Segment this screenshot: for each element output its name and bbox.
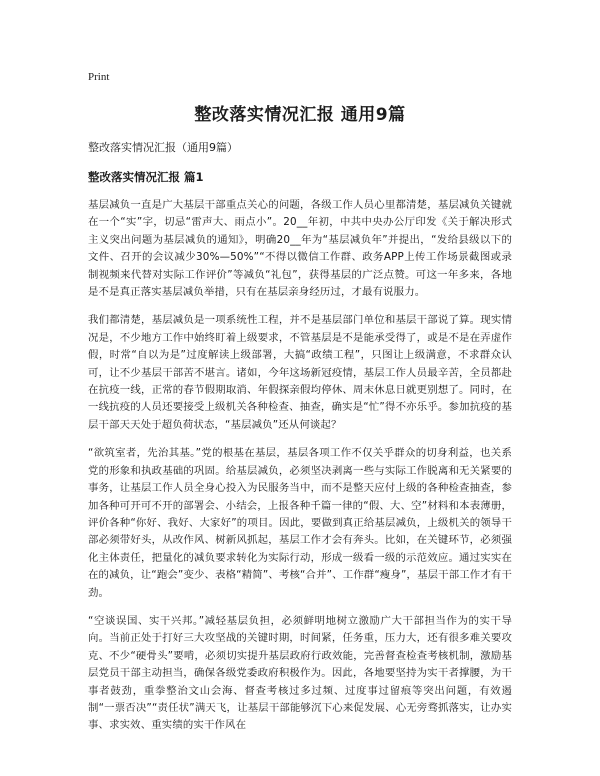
page-title: 整改落实情况汇报 通用9篇 xyxy=(194,105,406,125)
document-subtitle: 整改落实情况汇报（通用9篇） xyxy=(88,141,238,154)
print-label[interactable]: Print xyxy=(88,71,110,83)
body-paragraph: “空谈误国、实干兴邦。”减轻基层负担，必须鲜明地树立激励广大干部担当作为的实干导向。当前正处于打好三大攻坚战的关键时期，时间紧，任务重，压力大，还有很多难关要攻克、不少“硬骨头”要啃，必须切实提升基层政府行政效能，完善督查检查考核机制，激励基层党员干部主动担当，确保各级党委政府积极作为。因此，各地要坚持为实干者撑腰，为干事者鼓劲，重拳整治文山会海、督查考核过多过频、过度事过留痕等突出问题，有效遏制“一票否决”“责任状”满天飞，让基层干部能够沉下心来促发展、心无旁骛抓落实，让办实事、求实效、重实绩的实干作风在 xyxy=(88,614,512,732)
body-paragraph: “欲筑室者，先治其基。”党的根基在基层，基层各项工作不仅关乎群众的切身利益，也关系党的形象和执政基础的巩固。给基层减负，必须坚决剥离一些与实际工作脱离和无关紧要的事务，让基层工作人员全身心投入为民服务当中，而不是整天应付上级的各种检查抽查，参加各种可开可不开的部署会、小结会，上报各种千篇一律的“假、大、空”材料和本表薄册，评价各种“你好、我好、大家好”的项目。因此，要做到真正给基层减负，上级机关的领导干部必须带好头，从改作风、树新风抓起，基层工作才会有奔头。比如，在关键环节，必须强化主体责任，把量化的减负要求转化为实际行动，形成一级看一级的示范效应。通过实实在在的减负，让“跑会”变少、表格“精简”、考核“合并”、工作群“瘦身”，基层干部工作才有干劲。 xyxy=(88,447,512,599)
body-paragraph: 我们都清楚，基层减负是一项系统性工程，并不是基层部门单位和基层干部说了算。现实情况是，不少地方工作中始终盯着上级要求，不管基层是不是能承受得了，或是不是在弄虚作假，时常“自以为是”过度解读上级部署，大搞“政绩工程”，只图让上级满意，不求群众认可，让不少基层干部苦不堪言。诸如，今年这场新冠疫情，基层工作人员最辛苦，全员都赴在抗疫一线，正常的春节假期取消、年假探亲假均停休、周末休息日就更别想了。同时，在一线抗疫的人员还要接受上级机关各种检查、抽查，确实是“忙”得不亦乐乎。参加抗疫的基层干部天天处于超负荷状态，“基层减负”还从何谈起？ xyxy=(88,314,512,431)
body-paragraph: 基层减负一直是广大基层干部重点关心的问题，各级工作人员心里都清楚，基层减负关键就在一个“实”字，切忌“雷声大、雨点小”。20__年初，中共中央办公厅印发《关于解决形式主义突出问题为基层减负的通知》，明确20__年为“基层减负年”并提出，“发给县级以下的文件、召开的会议减少30%—50%”“不得以微信工作群、政务APP上传工作场景截图或录制视频来代替对实际工作评价”等减负“礼包”，获得基层的广泛点赞。可这一年多来，各地是不是真正落实基层减负举措，只有在基层亲身经历过，才最有说服力。 xyxy=(88,199,512,299)
section-heading: 整改落实情况汇报 篇1 xyxy=(88,170,204,184)
